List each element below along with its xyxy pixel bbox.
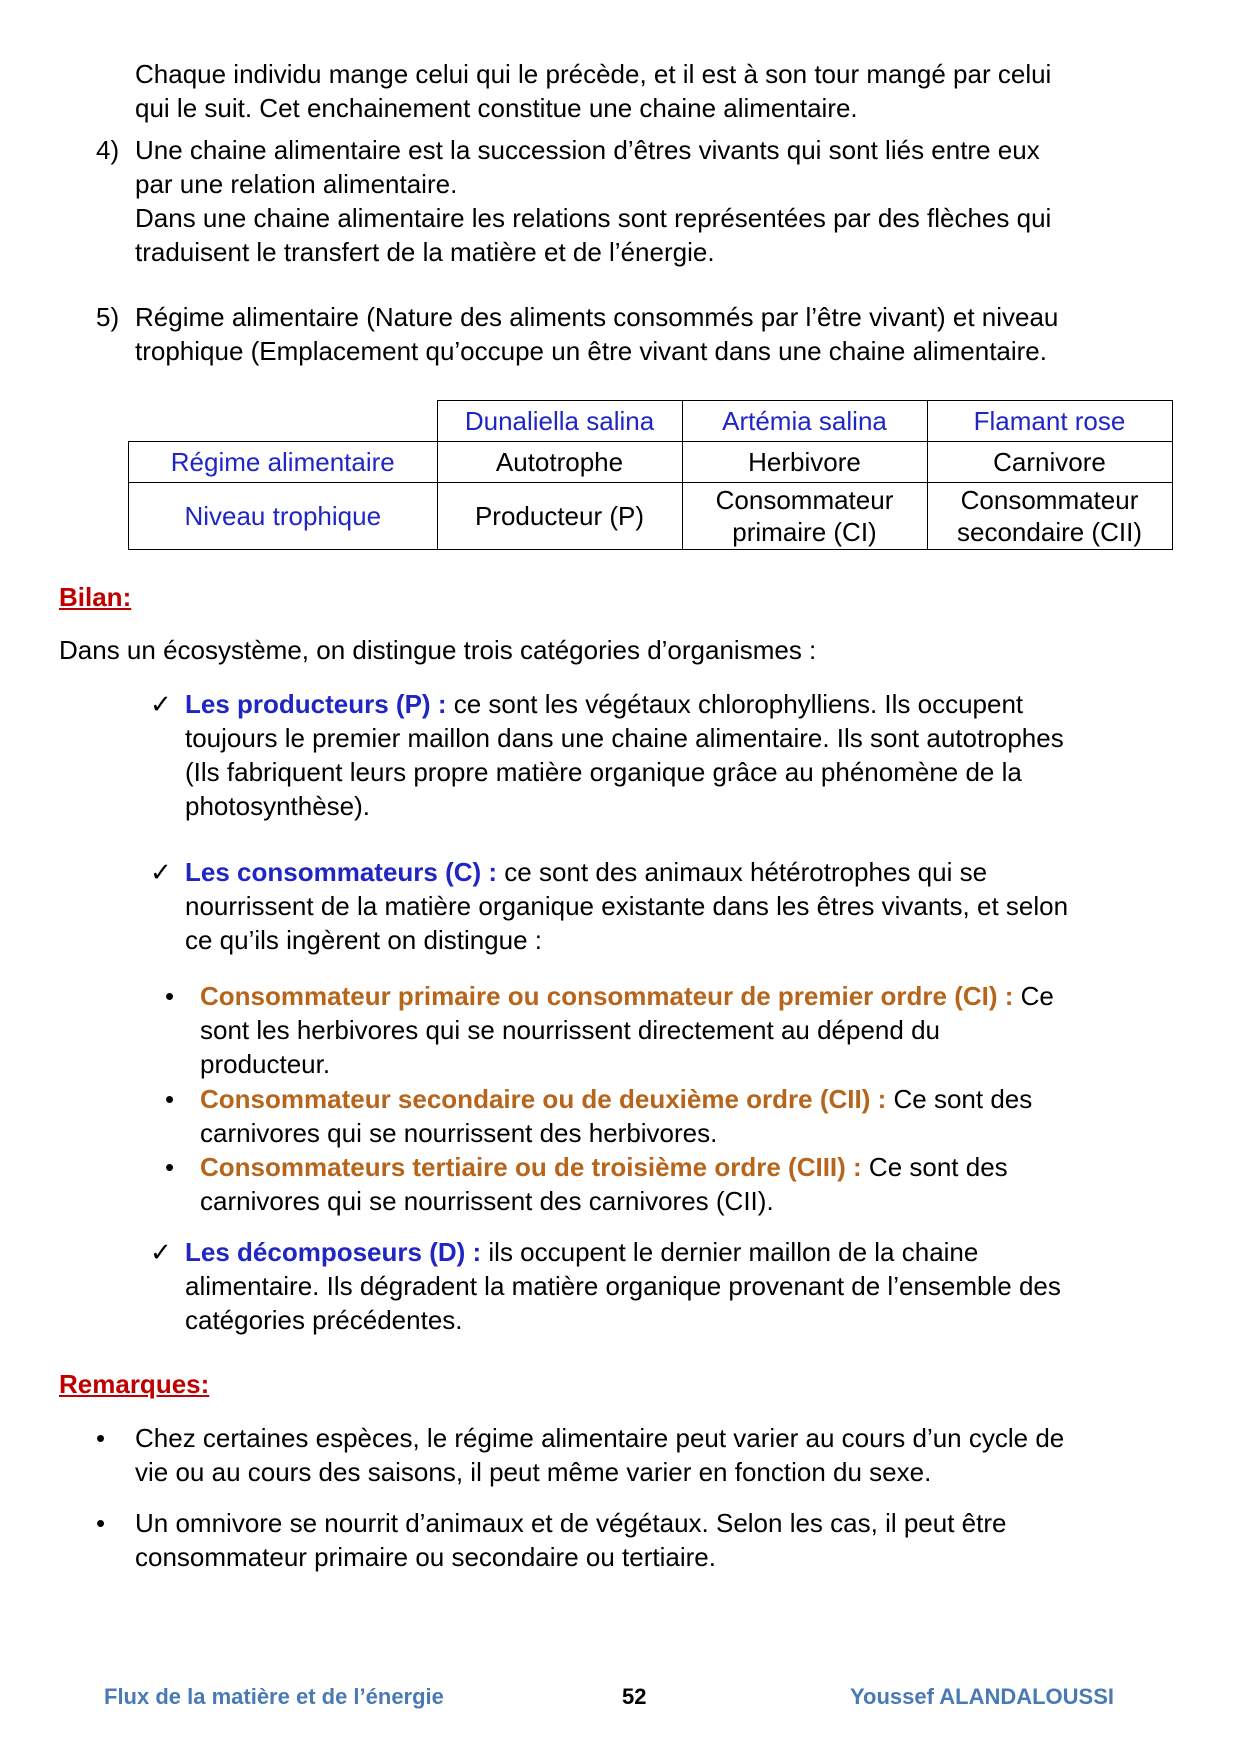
remarques-heading: Remarques: [59,1369,210,1399]
item-number: 5) [96,302,120,332]
trophic-table [128,400,1173,550]
remark-item [135,1421,1195,1489]
table-row-label: Niveau trophique [129,483,438,550]
consumers-text: ce sont des animaux hétérotrophes qui se [497,857,988,887]
consumer-type-item [200,979,1190,1081]
consumer-type-item [200,1082,1190,1150]
item-4-line: Une chaine alimentaire est la succession d’êtres vivants qui sont liés entre eux [135,135,1040,165]
table-cell: Carnivore [927,442,1172,483]
consumers-text: nourrissent de la matière organique existante dans les êtres vivants, et selon [185,891,1069,921]
producers-text: ce sont les végétaux chlorophylliens. Ils occupent [446,689,1024,719]
producers-label: Les producteurs (P) : [185,689,447,719]
remark-text: consommateur primaire ou secondaire ou tertiaire. [135,1542,716,1572]
table-header-cell: Dunaliella salina [437,401,682,442]
table-row [129,442,1173,483]
page-number: 52 [622,1684,647,1709]
producers-text: (Ils fabriquent leurs propre matière organique grâce au phénomène de la [185,757,1022,787]
decomposers-label: Les décomposeurs (D) : [185,1237,482,1267]
checkmark-icon: ✓ [150,1237,172,1267]
consumer-type-label: Consommateur primaire ou consommateur de premier ordre (CI) : [200,981,1014,1011]
table-row-label: Régime alimentaire [129,442,438,483]
remark-text: Chez certaines espèces, le régime alimentaire peut varier au cours d’un cycle de [135,1423,1065,1453]
item-5-line: trophique (Emplacement qu’occupe un être vivant dans une chaine alimentaire. [135,336,1047,366]
producers-text: toujours le premier maillon dans une chaine alimentaire. Ils sont autotrophes [185,723,1064,753]
table-cell [682,483,927,550]
table-empty-corner [129,401,438,442]
decomposers-text: ils occupent le dernier maillon de la chaine [481,1237,979,1267]
consumer-type-label: Consommateurs tertiaire ou de troisième ordre (CIII) : [200,1152,862,1182]
table-row [129,483,1173,550]
remark-item [135,1506,1195,1574]
item-4-line: par une relation alimentaire. [135,169,458,199]
bullet-icon: • [165,1152,175,1182]
intro-paragraph [135,57,1195,125]
bullet-icon: • [96,1508,106,1538]
consumer-type-text: carnivores qui se nourrissent des herbivores. [200,1118,718,1148]
table-header-cell: Flamant rose [927,401,1172,442]
item-4-paragraph [135,133,1195,269]
checkmark-icon: ✓ [150,857,172,887]
table-header-cell: Artémia salina [682,401,927,442]
consumer-type-label: Consommateur secondaire ou de deuxième ordre (CII) : [200,1084,887,1114]
item-4-line: traduisent le transfert de la matière et de l’énergie. [135,237,715,267]
footer-title: Flux de la matière et de l’énergie [104,1684,444,1709]
consumer-type-text: Ce sont des [886,1084,1033,1114]
remark-text: vie ou au cours des saisons, il peut même varier en fonction du sexe. [135,1457,932,1487]
table-cell [927,483,1172,550]
bilan-intro: Dans un écosystème, on distingue trois catégories d’organismes : [59,635,817,665]
consumer-type-text: producteur. [200,1049,331,1079]
producers-paragraph [185,687,1195,823]
item-4-line: Dans une chaine alimentaire les relations sont représentées par des flèches qui [135,203,1052,233]
consumer-type-text: carnivores qui se nourrissent des carnivores (CII). [200,1186,774,1216]
remark-text: Un omnivore se nourrit d’animaux et de végétaux. Selon les cas, il peut être [135,1508,1007,1538]
table-header-row [129,401,1173,442]
item-5-line: Régime alimentaire (Nature des aliments consommés par l’être vivant) et niveau [135,302,1059,332]
item-number: 4) [96,135,120,165]
consumers-text: ce qu’ils ingèrent on distingue : [185,925,543,955]
consumer-type-item [200,1150,1190,1218]
bullet-icon: • [165,1084,175,1114]
item-5-paragraph [135,300,1195,368]
bilan-heading: Bilan: [59,582,132,612]
footer-author: Youssef ALANDALOUSSI [850,1684,1115,1709]
checkmark-icon: ✓ [150,689,172,719]
decomposers-text: alimentaire. Ils dégradent la matière organique provenant de l’ensemble des [185,1271,1061,1301]
consumer-type-text: Ce sont des [861,1152,1008,1182]
consumer-type-text: Ce [1013,981,1054,1011]
table-cell: Herbivore [682,442,927,483]
table-cell: Autotrophe [437,442,682,483]
decomposers-text: catégories précédentes. [185,1305,463,1335]
table-cell-line: primaire (CI) [732,517,877,547]
table-cell-line: Consommateur [960,485,1139,515]
table-cell-line: secondaire (CII) [957,517,1142,547]
consumer-type-text: sont les herbivores qui se nourrissent directement au dépend du [200,1015,940,1045]
producers-text: photosynthèse). [185,791,371,821]
intro-line: Chaque individu mange celui qui le précède, et il est à son tour mangé par celui [135,59,1052,89]
consumers-paragraph [185,855,1195,957]
bullet-icon: • [165,981,175,1011]
table-cell: Producteur (P) [437,483,682,550]
consumers-label: Les consommateurs (C) : [185,857,498,887]
intro-line: qui le suit. Cet enchainement constitue une chaine alimentaire. [135,93,858,123]
table-cell-line: Consommateur [715,485,894,515]
decomposers-paragraph [185,1235,1195,1337]
bullet-icon: • [96,1423,106,1453]
